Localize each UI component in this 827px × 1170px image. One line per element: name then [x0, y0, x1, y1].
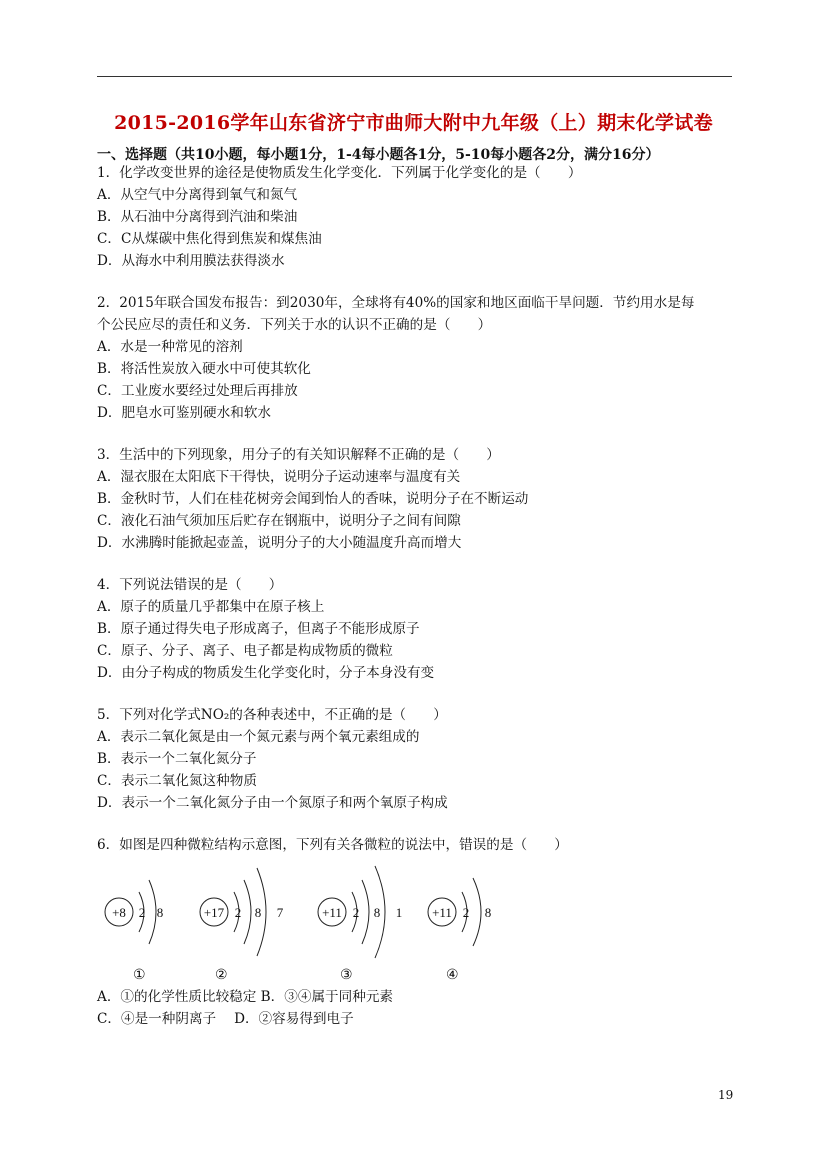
shell-electron-count: 8: [484, 905, 492, 920]
question-option: B．从石油中分离得到汽油和柴油: [97, 209, 298, 225]
question-option: B．表示一个二氧化氮分子: [97, 751, 257, 767]
question-option: A．湿衣服在太阳底下干得快，说明分子运动速率与温度有关: [97, 469, 461, 485]
page-number: 19: [718, 1088, 734, 1102]
shell-electron-count: 8: [373, 905, 381, 920]
question-option: D．表示一个二氧化氮分子由一个氮原子和两个氧原子构成: [97, 795, 448, 811]
question-option: B．将活性炭放入硬水中可使其软化: [97, 361, 311, 377]
question-option: D．肥皂水可鉴别硬水和软水: [97, 405, 272, 421]
electron-shell-arc: [149, 880, 156, 944]
question-option: A．表示二氧化氮是由一个氮元素与两个氧元素组成的: [97, 729, 420, 745]
question-option: B．金秋时节，人们在桂花树旁会闻到怡人的香味，说明分子在不断运动: [97, 491, 529, 507]
electron-shell-arc: [473, 878, 481, 946]
question-option: A．①的化学性质比较稳定 B．③④属于同种元素: [97, 989, 394, 1005]
question-option: C．原子、分子、离子、电子都是构成物质的微粒: [97, 643, 393, 659]
question-option: B．原子通过得失电子形成离子，但离子不能形成原子: [97, 621, 420, 637]
question-option: C．液化石油气须加压后贮存在钢瓶中，说明分子之间有间隙: [97, 513, 461, 529]
question-stem: 5．下列对化学式NO₂的各种表述中，不正确的是（ ）: [97, 707, 447, 723]
nucleus-charge: +8: [112, 905, 126, 920]
particle-label: ③: [340, 967, 353, 983]
question-stem: 3．生活中的下列现象，用分子的有关知识解释不正确的是（ ）: [97, 447, 500, 463]
nucleus-charge: +17: [203, 905, 225, 920]
shell-electron-count: 7: [276, 905, 284, 920]
document-title: 2015-2016学年山东省济宁市曲师大附中九年级（上）期末化学试卷: [114, 112, 713, 134]
question-option: A．原子的质量几乎都集中在原子核上: [97, 599, 325, 615]
shell-electron-count: 8: [254, 905, 262, 920]
question-option: C．C从煤碳中焦化得到焦炭和煤焦油: [97, 231, 322, 247]
question-stem: 2．2015年联合国发布报告：到2030年，全球将有40%的国家和地区面临干旱问题．节约用水是每: [97, 295, 695, 311]
question-stem: 4．下列说法错误的是（ ）: [97, 577, 283, 593]
shell-electron-count: 2: [462, 905, 470, 920]
nucleus-charge: +11: [322, 905, 342, 920]
question-option: A．水是一种常见的溶剂: [97, 339, 243, 355]
nucleus-charge: +11: [432, 905, 452, 920]
particle-label: ②: [215, 967, 228, 983]
shell-electron-count: 2: [138, 905, 146, 920]
question-option: C．④是一种阴离子 D．②容易得到电子: [97, 1011, 354, 1027]
shell-electron-count: 8: [156, 905, 164, 920]
shell-electron-count: 2: [352, 905, 360, 920]
particle-label: ④: [446, 967, 459, 983]
question-option: A．从空气中分离得到氧气和氮气: [97, 187, 298, 203]
question-option: D．从海水中利用膜法获得淡水: [97, 253, 285, 269]
question-option: C．表示二氧化氮这种物质: [97, 773, 257, 789]
electron-shell-arc: [244, 880, 251, 944]
question-option: D．由分子构成的物质发生化学变化时，分子本身没有变: [97, 665, 435, 681]
question-stem: 1．化学改变世界的途径是使物质发生化学变化．下列属于化学变化的是（ ）: [97, 165, 582, 181]
question-stem: 6．如图是四种微粒结构示意图，下列有关各微粒的说法中，错误的是（ ）: [97, 837, 568, 853]
header-rule: [97, 76, 732, 77]
electron-shell-arc: [362, 880, 369, 944]
atomic-structure-diagram: [97, 862, 517, 982]
shell-electron-count: 2: [234, 905, 242, 920]
question-option: D．水沸腾时能掀起壶盖，说明分子的大小随温度升高而增大: [97, 535, 462, 551]
section-heading: 一、选择题（共10小题，每小题1分，1-4每小题各1分，5-10每小题各2分，满分16分）: [97, 147, 660, 163]
shell-electron-count: 1: [395, 905, 403, 920]
question-stem: 个公民应尽的责任和义务．下列关于水的认识不正确的是（ ）: [97, 317, 492, 333]
question-option: C．工业废水要经过处理后再排放: [97, 383, 298, 399]
particle-label: ①: [133, 967, 146, 983]
